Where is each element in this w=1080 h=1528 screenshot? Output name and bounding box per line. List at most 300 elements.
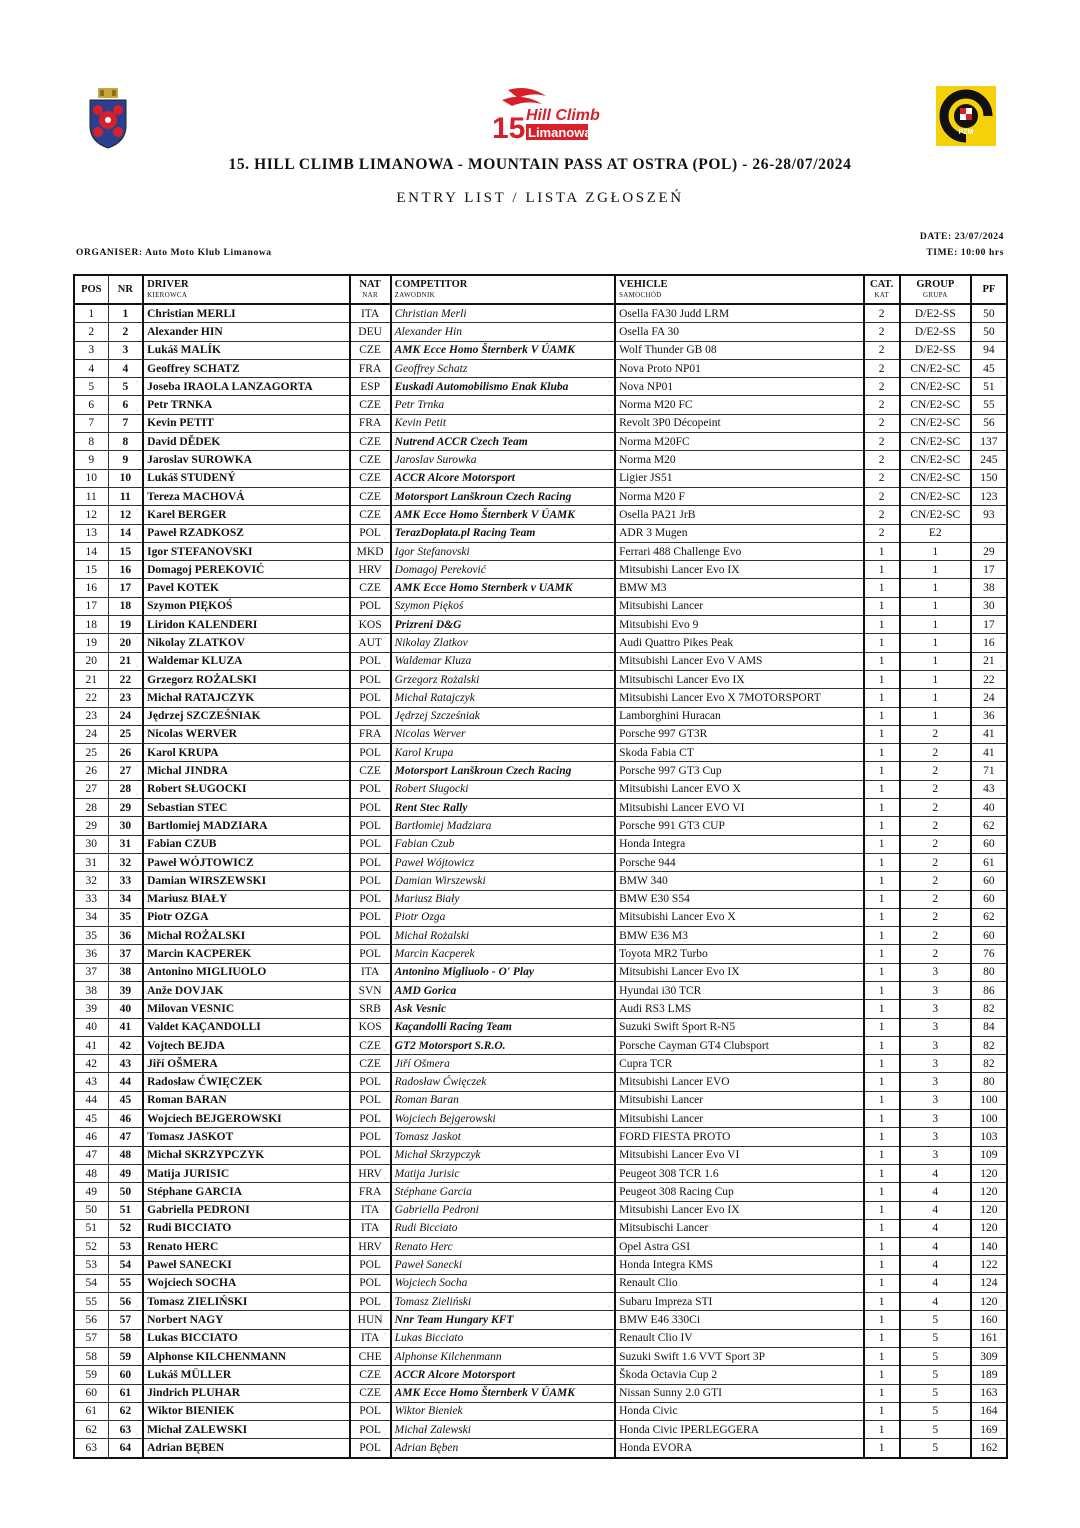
col-cat-header: CAT. KAT bbox=[864, 275, 900, 304]
vehicle-cell: BMW E30 S54 bbox=[615, 890, 864, 908]
pos-cell: 18 bbox=[74, 616, 108, 634]
pf-cell: 45 bbox=[971, 359, 1007, 377]
vehicle-cell: Škoda Octavia Cup 2 bbox=[615, 1366, 864, 1384]
competitor-cell: Michał Rożalski bbox=[391, 927, 615, 945]
group-cell: 1 bbox=[900, 689, 971, 707]
vehicle-cell: Cupra TCR bbox=[615, 1055, 864, 1073]
driver-cell: Nicolas WERVER bbox=[143, 725, 349, 743]
nat-cell: CZE bbox=[350, 1366, 391, 1384]
cat-cell: 1 bbox=[864, 872, 900, 890]
table-row bbox=[74, 451, 1007, 469]
competitor-cell: Renato Herc bbox=[391, 1238, 615, 1256]
nat-cell: FRA bbox=[350, 725, 391, 743]
nat-cell: POL bbox=[350, 1402, 391, 1420]
nat-cell: KOS bbox=[350, 616, 391, 634]
group-cell: CN/E2-SC bbox=[900, 451, 971, 469]
vehicle-cell: BMW M3 bbox=[615, 579, 864, 597]
table-row bbox=[74, 1164, 1007, 1182]
pf-cell: 124 bbox=[971, 1274, 1007, 1292]
group-cell: CN/E2-SC bbox=[900, 469, 971, 487]
nr-cell: 60 bbox=[108, 1366, 143, 1384]
competitor-cell: Jiří Ošmera bbox=[391, 1055, 615, 1073]
nat-cell: FRA bbox=[350, 414, 391, 432]
table-row bbox=[74, 1073, 1007, 1091]
pf-cell: 189 bbox=[971, 1366, 1007, 1384]
cat-cell: 1 bbox=[864, 762, 900, 780]
group-cell: 2 bbox=[900, 945, 971, 963]
group-cell: 3 bbox=[900, 963, 971, 981]
competitor-cell: Nutrend ACCR Czech Team bbox=[391, 433, 615, 451]
nat-cell: CZE bbox=[350, 396, 391, 414]
driver-cell: Wojciech BEJGEROWSKI bbox=[143, 1110, 349, 1128]
table-row bbox=[74, 524, 1007, 542]
pos-cell: 50 bbox=[74, 1201, 108, 1219]
pf-cell: 122 bbox=[971, 1256, 1007, 1274]
nat-cell: CZE bbox=[350, 469, 391, 487]
group-cell: 2 bbox=[900, 780, 971, 798]
vehicle-cell: FORD FIESTA PROTO bbox=[615, 1128, 864, 1146]
driver-cell: Christian MERLI bbox=[143, 304, 349, 323]
cat-cell: 1 bbox=[864, 963, 900, 981]
pf-cell: 94 bbox=[971, 341, 1007, 359]
cat-cell: 1 bbox=[864, 1110, 900, 1128]
competitor-cell: Nicolas Werver bbox=[391, 725, 615, 743]
pos-cell: 51 bbox=[74, 1219, 108, 1237]
cat-cell: 1 bbox=[864, 1439, 900, 1458]
group-cell: 5 bbox=[900, 1329, 971, 1347]
competitor-cell: Alphonse Kilchenmann bbox=[391, 1347, 615, 1365]
pos-cell: 61 bbox=[74, 1402, 108, 1420]
pos-cell: 7 bbox=[74, 414, 108, 432]
table-row bbox=[74, 1421, 1007, 1439]
nr-cell: 35 bbox=[108, 908, 143, 926]
pf-cell: 17 bbox=[971, 616, 1007, 634]
cat-cell: 2 bbox=[864, 469, 900, 487]
cat-cell: 1 bbox=[864, 1293, 900, 1311]
driver-cell: Robert SŁUGOCKI bbox=[143, 780, 349, 798]
competitor-cell: Jędrzej Szcześniak bbox=[391, 707, 615, 725]
competitor-cell: Alexander Hin bbox=[391, 323, 615, 341]
driver-cell: Igor STEFANOVSKI bbox=[143, 542, 349, 560]
nat-cell: CZE bbox=[350, 1055, 391, 1073]
pf-cell: 60 bbox=[971, 890, 1007, 908]
vehicle-cell: Porsche Cayman GT4 Clubsport bbox=[615, 1036, 864, 1054]
vehicle-cell: Mitsubishi Lancer Evo IX bbox=[615, 561, 864, 579]
nat-cell: DEU bbox=[350, 323, 391, 341]
driver-cell: Jindrich PLUHAR bbox=[143, 1384, 349, 1402]
competitor-cell: AMK Ecce Homo Šternberk V ÚAMK bbox=[391, 1384, 615, 1402]
table-row bbox=[74, 1329, 1007, 1347]
group-cell: 3 bbox=[900, 1128, 971, 1146]
competitor-cell: Michał Zalewski bbox=[391, 1421, 615, 1439]
logo-line1: Hill Climb bbox=[526, 107, 600, 124]
table-row bbox=[74, 487, 1007, 505]
vehicle-cell: Porsche 991 GT3 CUP bbox=[615, 817, 864, 835]
nr-cell: 1 bbox=[108, 304, 143, 323]
driver-cell: Radosław ĆWIĘCZEK bbox=[143, 1073, 349, 1091]
nat-cell: POL bbox=[350, 817, 391, 835]
nr-cell: 2 bbox=[108, 323, 143, 341]
driver-cell: David DĚDEK bbox=[143, 433, 349, 451]
group-cell: 5 bbox=[900, 1421, 971, 1439]
nr-cell: 57 bbox=[108, 1311, 143, 1329]
table-row bbox=[74, 1000, 1007, 1018]
vehicle-cell: Mitsubishi Lancer Evo IX bbox=[615, 1201, 864, 1219]
nr-cell: 54 bbox=[108, 1256, 143, 1274]
vehicle-cell: Mitsubishi Lancer Evo V AMS bbox=[615, 652, 864, 670]
group-cell: 2 bbox=[900, 908, 971, 926]
pf-cell: 93 bbox=[971, 506, 1007, 524]
pf-cell: 41 bbox=[971, 725, 1007, 743]
group-cell: CN/E2-SC bbox=[900, 414, 971, 432]
driver-cell: Anže DOVJAK bbox=[143, 981, 349, 999]
group-cell: 5 bbox=[900, 1366, 971, 1384]
competitor-cell: Christian Merli bbox=[391, 304, 615, 323]
pf-cell: 60 bbox=[971, 927, 1007, 945]
group-cell: CN/E2-SC bbox=[900, 487, 971, 505]
competitor-cell: Matija Jurisic bbox=[391, 1164, 615, 1182]
table-row bbox=[74, 1110, 1007, 1128]
pf-cell: 120 bbox=[971, 1201, 1007, 1219]
cat-cell: 1 bbox=[864, 1128, 900, 1146]
cat-cell: 2 bbox=[864, 304, 900, 323]
nat-cell: POL bbox=[350, 945, 391, 963]
group-cell: 1 bbox=[900, 670, 971, 688]
vehicle-cell: Honda Integra bbox=[615, 835, 864, 853]
driver-cell: Valdet KAÇANDOLLI bbox=[143, 1018, 349, 1036]
competitor-cell: Michał Skrzypczyk bbox=[391, 1146, 615, 1164]
pf-cell: 60 bbox=[971, 835, 1007, 853]
driver-cell: Kevin PETIT bbox=[143, 414, 349, 432]
pf-cell bbox=[971, 524, 1007, 542]
driver-cell: Sebastian STEC bbox=[143, 799, 349, 817]
group-cell: 5 bbox=[900, 1402, 971, 1420]
driver-cell: Karel BERGER bbox=[143, 506, 349, 524]
nat-cell: POL bbox=[350, 1073, 391, 1091]
vehicle-cell: Peugeot 308 Racing Cup bbox=[615, 1183, 864, 1201]
cat-cell: 1 bbox=[864, 1164, 900, 1182]
competitor-cell: Paweł Sanecki bbox=[391, 1256, 615, 1274]
pos-cell: 35 bbox=[74, 927, 108, 945]
nr-cell: 33 bbox=[108, 872, 143, 890]
competitor-cell: Lukas Bicciato bbox=[391, 1329, 615, 1347]
competitor-cell: Adrian Bęben bbox=[391, 1439, 615, 1458]
col-competitor-header: COMPETITOR ZAWODNIK bbox=[391, 275, 615, 304]
vehicle-cell: Osella FA 30 bbox=[615, 323, 864, 341]
nat-cell: ITA bbox=[350, 1219, 391, 1237]
table-row bbox=[74, 506, 1007, 524]
driver-cell: Vojtech BEJDA bbox=[143, 1036, 349, 1054]
table-row bbox=[74, 1366, 1007, 1384]
competitor-cell: Waldemar Kluza bbox=[391, 652, 615, 670]
pos-cell: 36 bbox=[74, 945, 108, 963]
pf-cell: 43 bbox=[971, 780, 1007, 798]
vehicle-cell: Mitsubishi Lancer EVO bbox=[615, 1073, 864, 1091]
group-cell: E2 bbox=[900, 524, 971, 542]
group-cell: 4 bbox=[900, 1293, 971, 1311]
nat-cell: POL bbox=[350, 670, 391, 688]
competitor-cell: Antonino Migliuolo - O' Play bbox=[391, 963, 615, 981]
col-pos-header: POS bbox=[74, 275, 108, 304]
cat-cell: 2 bbox=[864, 359, 900, 377]
nat-cell: POL bbox=[350, 1439, 391, 1458]
nr-cell: 45 bbox=[108, 1091, 143, 1109]
driver-cell: Grzegorz ROŻALSKI bbox=[143, 670, 349, 688]
entry-list-table bbox=[73, 274, 1008, 1459]
table-row bbox=[74, 1256, 1007, 1274]
pf-cell: 50 bbox=[971, 323, 1007, 341]
vehicle-cell: Mitsubishi Lancer Evo X 7MOTORSPORT bbox=[615, 689, 864, 707]
table-row bbox=[74, 323, 1007, 341]
document-subtitle: ENTRY LIST / LISTA ZGŁOSZEŃ bbox=[396, 190, 684, 206]
group-cell: 4 bbox=[900, 1201, 971, 1219]
vehicle-cell: Renault Clio bbox=[615, 1274, 864, 1292]
nr-cell: 17 bbox=[108, 579, 143, 597]
competitor-cell: Wiktor Bieniek bbox=[391, 1402, 615, 1420]
pos-cell: 3 bbox=[74, 341, 108, 359]
nr-cell: 48 bbox=[108, 1146, 143, 1164]
cat-cell: 1 bbox=[864, 1238, 900, 1256]
driver-cell: Jędrzej SZCZEŚNIAK bbox=[143, 707, 349, 725]
vehicle-cell: Norma M20FC bbox=[615, 433, 864, 451]
pf-cell: 140 bbox=[971, 1238, 1007, 1256]
table-row bbox=[74, 433, 1007, 451]
nr-cell: 15 bbox=[108, 542, 143, 560]
vehicle-cell: Porsche 997 GT3R bbox=[615, 725, 864, 743]
vehicle-cell: Toyota MR2 Turbo bbox=[615, 945, 864, 963]
table-row bbox=[74, 1293, 1007, 1311]
group-cell: CN/E2-SC bbox=[900, 396, 971, 414]
competitor-cell: Euskadi Automobilismo Enak Kluba bbox=[391, 378, 615, 396]
group-cell: 5 bbox=[900, 1347, 971, 1365]
nr-cell: 22 bbox=[108, 670, 143, 688]
cat-cell: 1 bbox=[864, 817, 900, 835]
nat-cell: POL bbox=[350, 1091, 391, 1109]
nat-cell: POL bbox=[350, 1256, 391, 1274]
nat-cell: POL bbox=[350, 890, 391, 908]
col-driver-header: DRIVER KIEROWCA bbox=[143, 275, 349, 304]
table-row bbox=[74, 981, 1007, 999]
competitor-cell: Rudi Bicciato bbox=[391, 1219, 615, 1237]
pos-cell: 48 bbox=[74, 1164, 108, 1182]
cat-cell: 1 bbox=[864, 1329, 900, 1347]
pf-cell: 38 bbox=[971, 579, 1007, 597]
driver-cell: Rudi BICCIATO bbox=[143, 1219, 349, 1237]
nat-cell: CZE bbox=[350, 487, 391, 505]
competitor-cell: Radosław Ćwięczek bbox=[391, 1073, 615, 1091]
driver-cell: Michał ROŻALSKI bbox=[143, 927, 349, 945]
nat-cell: FRA bbox=[350, 359, 391, 377]
cat-cell: 1 bbox=[864, 890, 900, 908]
table-row bbox=[74, 1439, 1007, 1458]
nr-cell: 50 bbox=[108, 1183, 143, 1201]
driver-cell: Piotr OZGA bbox=[143, 908, 349, 926]
driver-cell: Milovan VESNIC bbox=[143, 1000, 349, 1018]
table-row bbox=[74, 890, 1007, 908]
nr-cell: 51 bbox=[108, 1201, 143, 1219]
cat-cell: 1 bbox=[864, 652, 900, 670]
group-cell: 2 bbox=[900, 835, 971, 853]
pf-cell: 150 bbox=[971, 469, 1007, 487]
table-row bbox=[74, 304, 1007, 323]
driver-cell: Renato HERC bbox=[143, 1238, 349, 1256]
vehicle-cell: Osella PA21 JrB bbox=[615, 506, 864, 524]
cat-cell: 1 bbox=[864, 1091, 900, 1109]
driver-cell: Marcin KACPEREK bbox=[143, 945, 349, 963]
nat-cell: POL bbox=[350, 597, 391, 615]
group-cell: 2 bbox=[900, 853, 971, 871]
pf-cell: 80 bbox=[971, 963, 1007, 981]
table-row bbox=[74, 579, 1007, 597]
pos-cell: 28 bbox=[74, 799, 108, 817]
driver-cell: Lukáš STUDENÝ bbox=[143, 469, 349, 487]
nat-cell: ITA bbox=[350, 1329, 391, 1347]
pf-cell: 164 bbox=[971, 1402, 1007, 1420]
vehicle-cell: Opel Astra GSI bbox=[615, 1238, 864, 1256]
cat-cell: 1 bbox=[864, 927, 900, 945]
group-cell: 1 bbox=[900, 616, 971, 634]
pos-cell: 53 bbox=[74, 1256, 108, 1274]
pf-cell: 137 bbox=[971, 433, 1007, 451]
competitor-cell: Petr Trnka bbox=[391, 396, 615, 414]
vehicle-cell: Mitsubishi Evo 9 bbox=[615, 616, 864, 634]
pos-cell: 32 bbox=[74, 872, 108, 890]
competitor-cell: Geoffrey Schatz bbox=[391, 359, 615, 377]
pos-cell: 21 bbox=[74, 670, 108, 688]
nr-cell: 43 bbox=[108, 1055, 143, 1073]
nat-cell: POL bbox=[350, 927, 391, 945]
pos-cell: 40 bbox=[74, 1018, 108, 1036]
table-row bbox=[74, 341, 1007, 359]
nr-cell: 12 bbox=[108, 506, 143, 524]
driver-cell: Liridon KALENDERI bbox=[143, 616, 349, 634]
group-cell: CN/E2-SC bbox=[900, 359, 971, 377]
vehicle-cell: Mitsubischi Lancer Evo IX bbox=[615, 670, 864, 688]
nat-cell: POL bbox=[350, 799, 391, 817]
cat-cell: 1 bbox=[864, 1183, 900, 1201]
driver-cell: Michał RATAJCZYK bbox=[143, 689, 349, 707]
cat-cell: 2 bbox=[864, 323, 900, 341]
nat-cell: CZE bbox=[350, 341, 391, 359]
pos-cell: 12 bbox=[74, 506, 108, 524]
pos-cell: 9 bbox=[74, 451, 108, 469]
competitor-cell: ACCR Alcore Motorsport bbox=[391, 1366, 615, 1384]
pf-cell: 30 bbox=[971, 597, 1007, 615]
pf-cell: 21 bbox=[971, 652, 1007, 670]
driver-cell: Fabian CZUB bbox=[143, 835, 349, 853]
nat-cell: POL bbox=[350, 835, 391, 853]
competitor-cell: Robert Sługocki bbox=[391, 780, 615, 798]
nat-cell: FRA bbox=[350, 1183, 391, 1201]
nat-cell: POL bbox=[350, 872, 391, 890]
competitor-cell: Jaroslav Surowka bbox=[391, 451, 615, 469]
cat-cell: 1 bbox=[864, 1219, 900, 1237]
table-row bbox=[74, 542, 1007, 560]
pos-cell: 45 bbox=[74, 1110, 108, 1128]
pf-cell: 60 bbox=[971, 872, 1007, 890]
cat-cell: 1 bbox=[864, 670, 900, 688]
vehicle-cell: Ligier JS51 bbox=[615, 469, 864, 487]
pos-cell: 2 bbox=[74, 323, 108, 341]
nat-cell: POL bbox=[350, 689, 391, 707]
competitor-cell: Michał Ratajczyk bbox=[391, 689, 615, 707]
pos-cell: 34 bbox=[74, 908, 108, 926]
competitor-cell: Szymon Piękoś bbox=[391, 597, 615, 615]
competitor-cell: Ask Vesnic bbox=[391, 1000, 615, 1018]
competitor-cell: Damian Wirszewski bbox=[391, 872, 615, 890]
driver-cell: Lukas BICCIATO bbox=[143, 1329, 349, 1347]
competitor-cell: Rent Stec Rally bbox=[391, 799, 615, 817]
pf-cell: 84 bbox=[971, 1018, 1007, 1036]
pf-cell: 120 bbox=[971, 1219, 1007, 1237]
vehicle-cell: Honda Civic IPERLEGGERA bbox=[615, 1421, 864, 1439]
nr-cell: 24 bbox=[108, 707, 143, 725]
driver-cell: Tomasz JASKOT bbox=[143, 1128, 349, 1146]
nr-cell: 20 bbox=[108, 634, 143, 652]
competitor-cell: Wojciech Bejgerowski bbox=[391, 1110, 615, 1128]
vehicle-cell: BMW 340 bbox=[615, 872, 864, 890]
table-row bbox=[74, 908, 1007, 926]
cat-cell: 1 bbox=[864, 945, 900, 963]
nr-cell: 23 bbox=[108, 689, 143, 707]
nr-cell: 47 bbox=[108, 1128, 143, 1146]
table-row bbox=[74, 853, 1007, 871]
competitor-cell: Nnr Team Hungary KFT bbox=[391, 1311, 615, 1329]
group-cell: 2 bbox=[900, 744, 971, 762]
competitor-cell: Kaçandolli Racing Team bbox=[391, 1018, 615, 1036]
table-row bbox=[74, 597, 1007, 615]
table-row bbox=[74, 414, 1007, 432]
nr-cell: 42 bbox=[108, 1036, 143, 1054]
cat-cell: 2 bbox=[864, 487, 900, 505]
driver-cell: Jiří OŠMERA bbox=[143, 1055, 349, 1073]
nat-cell: ITA bbox=[350, 304, 391, 323]
pos-cell: 41 bbox=[74, 1036, 108, 1054]
group-cell: 4 bbox=[900, 1164, 971, 1182]
cat-cell: 1 bbox=[864, 799, 900, 817]
table-row bbox=[74, 707, 1007, 725]
driver-cell: Gabriella PEDRONI bbox=[143, 1201, 349, 1219]
table-row bbox=[74, 945, 1007, 963]
vehicle-cell: Skoda Fabia CT bbox=[615, 744, 864, 762]
table-row bbox=[74, 817, 1007, 835]
pzm-text: PZM bbox=[958, 129, 974, 136]
group-cell: CN/E2-SC bbox=[900, 506, 971, 524]
table-row bbox=[74, 1036, 1007, 1054]
nat-cell: HRV bbox=[350, 561, 391, 579]
group-cell: 2 bbox=[900, 817, 971, 835]
vehicle-cell: Lamborghini Huracan bbox=[615, 707, 864, 725]
nr-cell: 26 bbox=[108, 744, 143, 762]
competitor-cell: Motorsport Lanškroun Czech Racing bbox=[391, 487, 615, 505]
vehicle-cell: Suzuki Swift 1.6 VVT Sport 3P bbox=[615, 1347, 864, 1365]
competitor-cell: Motorsport Lanškroun Czech Racing bbox=[391, 762, 615, 780]
competitor-cell: Piotr Ozga bbox=[391, 908, 615, 926]
cat-cell: 1 bbox=[864, 1274, 900, 1292]
nr-cell: 53 bbox=[108, 1238, 143, 1256]
nr-cell: 29 bbox=[108, 799, 143, 817]
cat-cell: 1 bbox=[864, 597, 900, 615]
table-row bbox=[74, 1219, 1007, 1237]
vehicle-cell: BMW E46 330Ci bbox=[615, 1311, 864, 1329]
pos-cell: 44 bbox=[74, 1091, 108, 1109]
competitor-cell: ACCR Alcore Motorsport bbox=[391, 469, 615, 487]
group-cell: D/E2-SS bbox=[900, 323, 971, 341]
table-row bbox=[74, 1347, 1007, 1365]
group-cell: 5 bbox=[900, 1311, 971, 1329]
driver-cell: Bartlomiej MADZIARA bbox=[143, 817, 349, 835]
pf-cell: 22 bbox=[971, 670, 1007, 688]
